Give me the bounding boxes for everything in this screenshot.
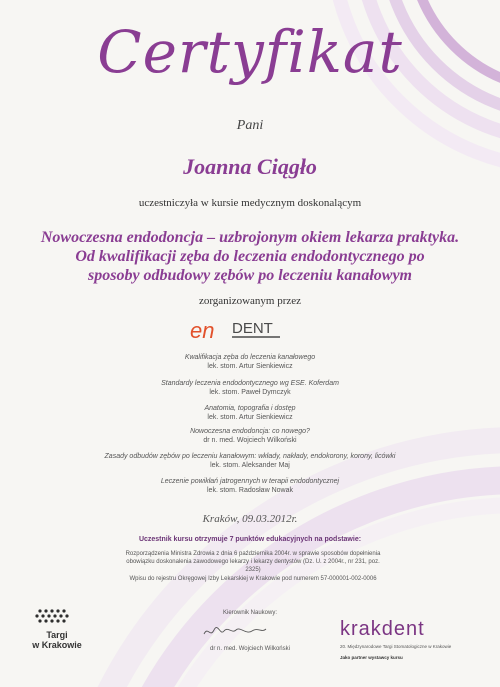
recipient-name: Joanna Ciągło bbox=[183, 154, 317, 179]
program-item bbox=[100, 452, 400, 470]
points-header: Uczestnik kursu otrzymuje 7 punktów edukacyjnych na podstawie: bbox=[138, 536, 362, 543]
place-date: Kraków, 09.03.2012r. bbox=[202, 513, 298, 525]
signature bbox=[200, 622, 270, 640]
director-name: dr n. med. Wojciech Wilkoński bbox=[210, 646, 290, 652]
program-topic: Leczenie powikłań jatrogennych w terapii endodontycznej bbox=[160, 478, 340, 485]
regulation-text: Rozporządzenia Ministra Zdrowia z dnia 6 października 2004r. w sprawie sposobów dopełnienia obowiązku doskonalenia zawodowego lekarzy i lekarzy dentystów (Dz. U. z 2004r., nr 231, poz. 2325) bbox=[125, 551, 381, 573]
targi-dots-icon bbox=[32, 608, 82, 628]
program-item bbox=[120, 379, 380, 397]
course-title-line: Od kwalifikacji zęba do leczenia endodontycznego po bbox=[75, 248, 425, 265]
endent-logo-suffix: DENT bbox=[232, 320, 273, 337]
krakdent-partner: Jako partner wystawcy kursu bbox=[340, 655, 403, 660]
organized-by-text: zorganizowanym przez bbox=[198, 295, 302, 307]
director-label: Kierownik Naukowy: bbox=[222, 610, 278, 616]
registry-text: Wpisu do rejestru Okręgowej Izby Lekarskiej w Krakowie pod numerem 57-000001-002-0006 bbox=[129, 576, 377, 582]
program-topic: Kwalifikacja zęba do leczenia kanałowego bbox=[184, 354, 316, 361]
program-lecturer: lek. stom. Radosław Nowak bbox=[207, 487, 293, 494]
program-lecturer: dr n. med. Wojciech Wilkoński bbox=[203, 437, 297, 444]
course-title-line: sposoby odbudowy zębów po leczeniu kanałowym bbox=[87, 267, 412, 284]
krakdent-subtitle: 20. Międzynarodowe Targi Stomatologiczne w Krakowie bbox=[340, 644, 452, 649]
program-lecturer: lek. stom. Paweł Dymczyk bbox=[209, 389, 291, 396]
program-item bbox=[120, 353, 380, 371]
participation-text: uczestniczyła w kursie medycznym doskonalącym bbox=[138, 197, 362, 209]
program-lecturer: lek. stom. Artur Sienkiewicz bbox=[207, 414, 293, 421]
program-topic: Zasady odbudów zębów po leczeniu kanałowym: wkłady, nakłady, endokorony, korony, licówki bbox=[104, 453, 396, 460]
program-topic: Nowoczesna endodoncja: co nowego? bbox=[190, 428, 310, 435]
program-item bbox=[120, 477, 380, 495]
program-item bbox=[120, 427, 380, 445]
program-topic: Standardy leczenia endodontycznego wg ESE. Koferdam bbox=[161, 380, 339, 387]
course-title bbox=[20, 228, 480, 285]
krakdent-logo bbox=[340, 618, 480, 668]
endent-logo-prefix: en bbox=[190, 318, 215, 343]
program-lecturer: lek. stom. Aleksander Maj bbox=[210, 462, 290, 469]
endent-logo bbox=[188, 316, 288, 344]
targi-logo-line: Targi bbox=[46, 630, 68, 640]
targi-w-krakowie-logo bbox=[22, 608, 92, 658]
salutation: Pani bbox=[236, 118, 264, 133]
targi-logo-line: w Krakowie bbox=[32, 640, 82, 650]
program-topic: Anatomia, topografia i dostęp bbox=[204, 405, 296, 412]
krakdent-logo-text: krakdent bbox=[340, 618, 425, 640]
certificate-title: Certyfikat bbox=[97, 18, 403, 86]
program-item bbox=[120, 404, 380, 422]
program-lecturer: lek. stom. Artur Sienkiewicz bbox=[207, 363, 293, 370]
course-title-line: Nowoczesna endodoncja – uzbrojonym okiem lekarza praktyka. bbox=[40, 229, 460, 246]
